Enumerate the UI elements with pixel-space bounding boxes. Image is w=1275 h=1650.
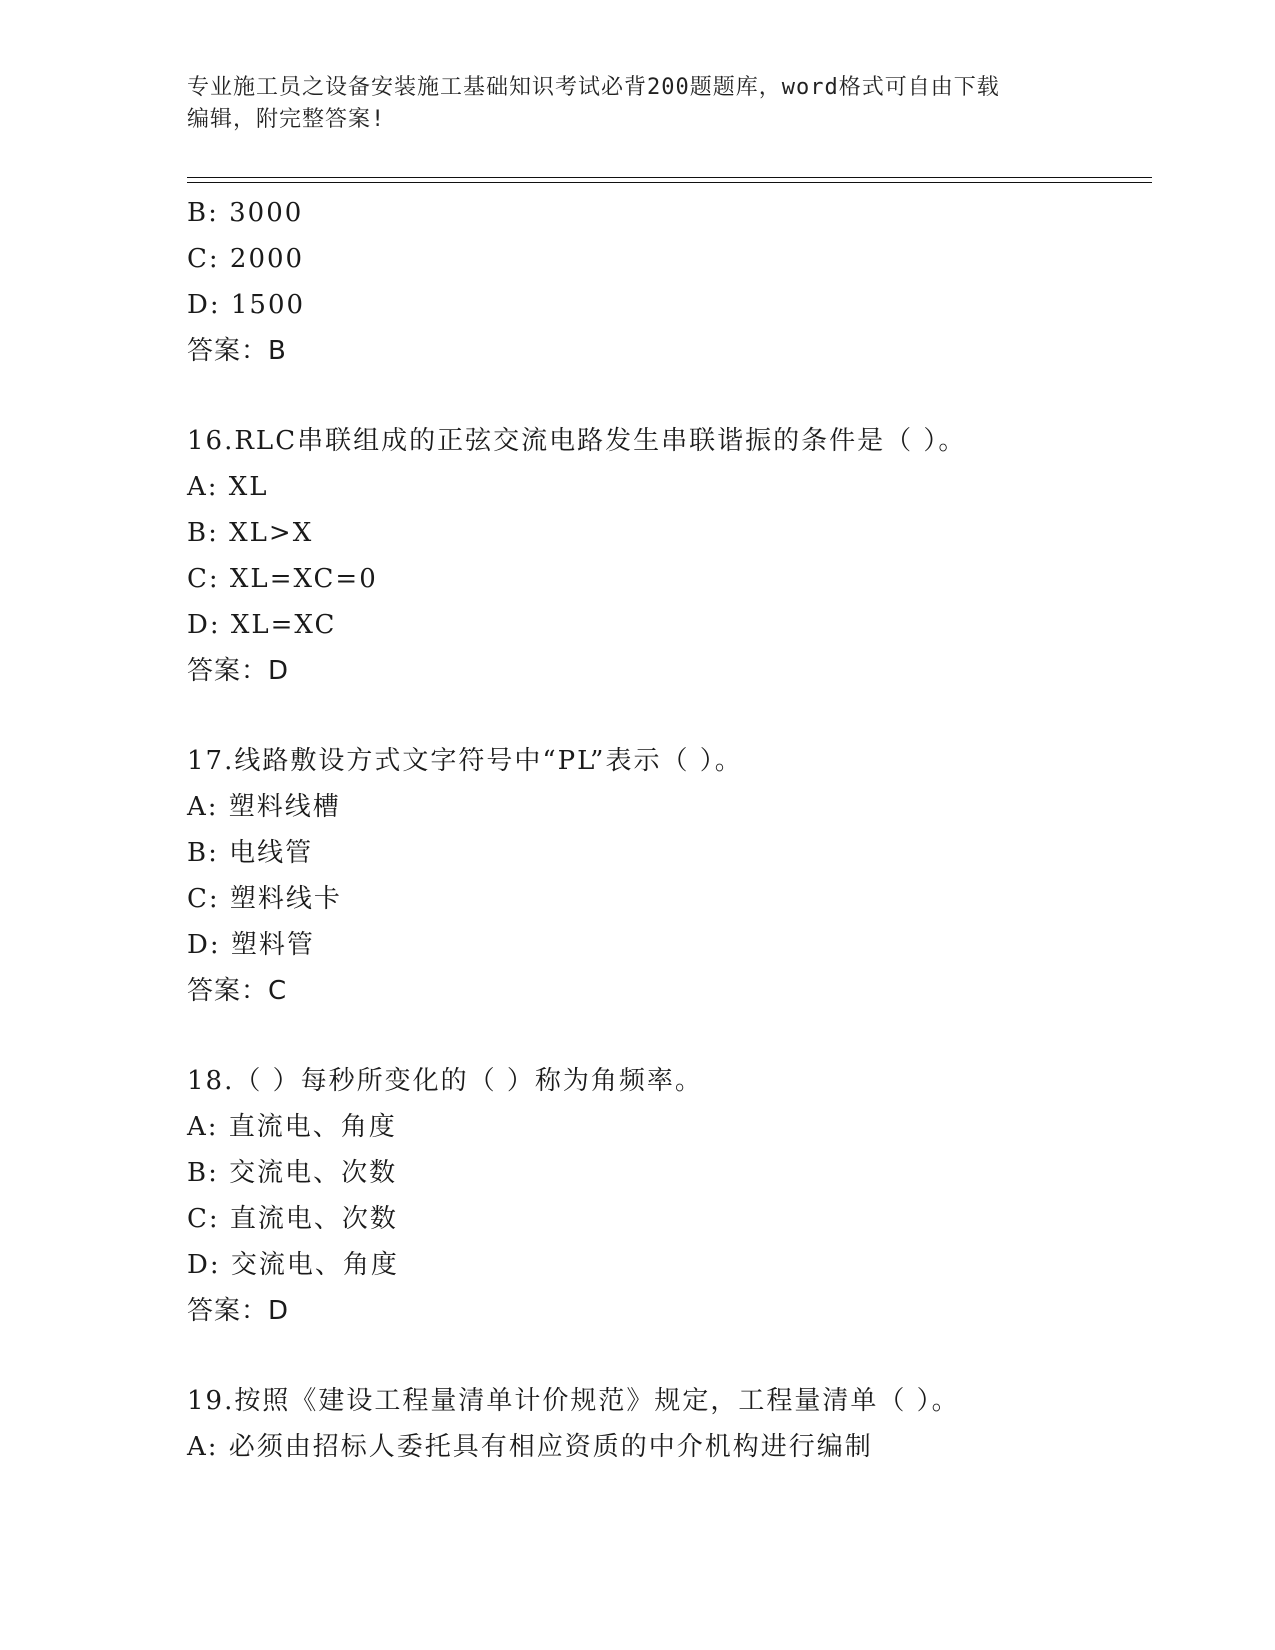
option-a: A: 塑料线槽 (187, 792, 341, 822)
answer-label: 答案：D (187, 1296, 290, 1326)
option-d: D: 塑料管 (187, 930, 315, 960)
header-title-line-2: 编辑，附完整答案! (187, 107, 386, 132)
question-stem: 17.线路敷设方式文字符号中“PL”表示（ ）。 (187, 746, 743, 776)
header-divider-top (187, 177, 1152, 178)
spacer (187, 1014, 1147, 1058)
question-15-tail (187, 190, 1147, 374)
option-d: D: 交流电、角度 (187, 1250, 399, 1280)
option-a: A: 必须由招标人委托具有相应资质的中介机构进行编制 (187, 1432, 873, 1462)
header-title-line-1: 专业施工员之设备安装施工基础知识考试必背200题题库，word格式可自由下载 (187, 75, 1000, 100)
option-c: C: XL=XC=0 (187, 564, 378, 594)
document-header (187, 72, 1087, 136)
question-list (187, 190, 1147, 1470)
question-19 (187, 1378, 1147, 1470)
question-stem: 16.RLC串联组成的正弦交流电路发生串联谐振的条件是（ ）。 (187, 426, 967, 456)
header-divider-bottom (187, 182, 1152, 183)
question-17 (187, 738, 1147, 1014)
option-c: C: 直流电、次数 (187, 1204, 398, 1234)
option-d: D: 1500 (187, 290, 306, 320)
answer-label: 答案：C (187, 976, 288, 1006)
spacer (187, 694, 1147, 738)
question-stem: 19.按照《建设工程量清单计价规范》规定，工程量清单（ ）。 (187, 1386, 960, 1416)
option-a: A: XL (187, 472, 269, 502)
answer-label: 答案：B (187, 336, 287, 366)
question-stem: 18.（ ）每秒所变化的（ ）称为角频率。 (187, 1066, 703, 1096)
question-18 (187, 1058, 1147, 1334)
option-b: B: XL>X (187, 518, 314, 548)
option-c: C: 塑料线卡 (187, 884, 342, 914)
option-a: A: 直流电、角度 (187, 1112, 397, 1142)
question-16 (187, 418, 1147, 694)
answer-label: 答案：D (187, 656, 290, 686)
option-b: B: 电线管 (187, 838, 314, 868)
option-c: C: 2000 (187, 244, 305, 274)
option-d: D: XL=XC (187, 610, 337, 640)
option-b: B: 3000 (187, 198, 304, 228)
spacer (187, 1334, 1147, 1378)
option-b: B: 交流电、次数 (187, 1158, 398, 1188)
spacer (187, 374, 1147, 418)
